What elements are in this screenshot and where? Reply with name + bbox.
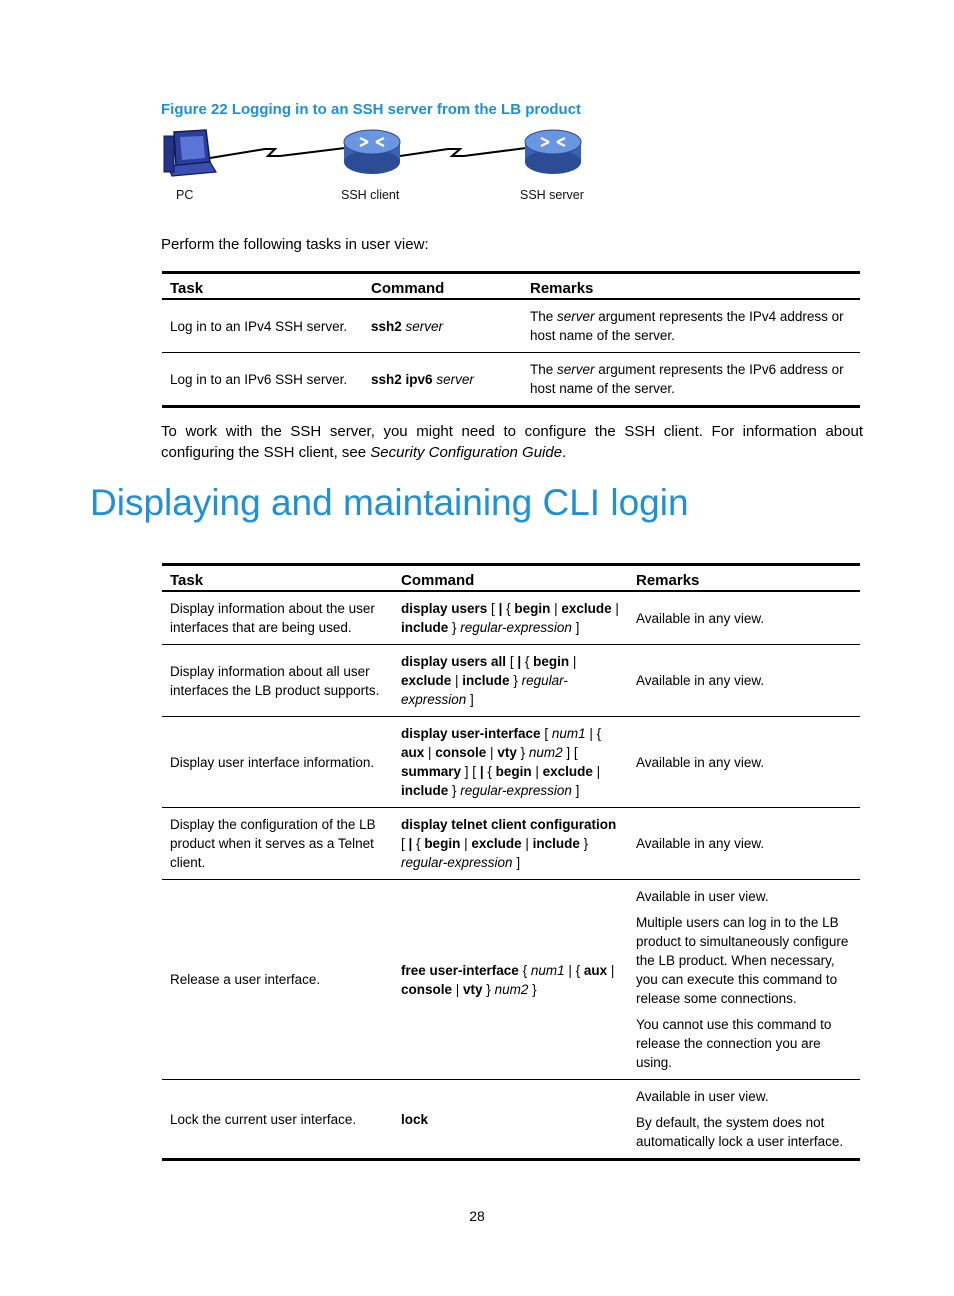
label-pc: PC: [176, 188, 194, 202]
remarks-cell: Available in any view.: [636, 610, 765, 626]
remarks-cell: The server argument represents the IPv6 address or host name of the server.: [522, 353, 860, 407]
remarks-cell: The server argument represents the IPv4 address or host name of the server.: [530, 309, 844, 343]
table-row: [162, 299, 860, 353]
task-cell: Log in to an IPv6 SSH server.: [162, 353, 363, 407]
task-cell: Lock the current user interface.: [162, 1080, 393, 1160]
command-cell: display users [ | { begin | exclude | include } regular-expression ]: [401, 601, 619, 635]
router-icon-ssh-client: [344, 130, 400, 174]
label-ssh-server: SSH server: [520, 188, 584, 202]
table-row: [162, 645, 860, 717]
task-cell: Display information about all user interfaces the LB product supports.: [162, 645, 393, 717]
col-header-task: Task: [170, 280, 204, 297]
pc-icon: [164, 130, 216, 176]
table-row: [162, 717, 860, 808]
task-cell: Display user interface information.: [162, 717, 393, 808]
task-cell: Display information about the user interfaces that are being used.: [170, 601, 375, 635]
label-ssh-client: SSH client: [341, 188, 400, 202]
command-cell: display telnet client configuration [ | { begin | exclude | include } regular-expression ]: [393, 808, 628, 880]
link-client-server: [400, 148, 526, 156]
col-header-task: Task: [170, 572, 204, 589]
remarks-cell: [628, 1080, 860, 1160]
command-cell: free user-interface { num1 | { aux | console | vty } num2 }: [393, 880, 628, 1080]
table-row: [162, 880, 860, 1080]
ssh-login-table: [162, 271, 860, 408]
figure-caption: Figure 22 Logging in to an SSH server from the LB product: [161, 101, 582, 118]
task-cell: Display the configuration of the LB product when it serves as a Telnet client.: [162, 808, 393, 880]
router-icon-ssh-server: [525, 130, 581, 174]
section-heading: Displaying and maintaining CLI login: [90, 482, 689, 523]
col-header-remarks: Remarks: [530, 280, 594, 297]
guide-reference: Security Configuration Guide: [370, 444, 563, 461]
table-row: [162, 1080, 860, 1160]
remarks-cell: [628, 880, 860, 1080]
remarks-cell: Available in any view.: [628, 717, 860, 808]
command-cell: lock: [393, 1080, 628, 1160]
link-pc-client: [210, 148, 345, 158]
remarks-cell: Available in any view.: [628, 808, 860, 880]
command-cell: ssh2 ipv6 server: [363, 353, 522, 407]
remark-paragraph: Available in user view.: [636, 1089, 769, 1104]
table-row: [162, 353, 860, 407]
table-row: [162, 808, 860, 880]
table-row: [162, 591, 860, 645]
col-header-remarks: Remarks: [636, 572, 700, 589]
col-header-command: Command: [371, 280, 445, 297]
network-diagram: [160, 128, 600, 188]
intro-text: Perform the following tasks in user view:: [161, 236, 429, 253]
command-cell: display user-interface [ num1 | { aux | console | vty } num2 ] [ summary ] [ | { begin | exclude | include } regular-expression ]: [393, 717, 628, 808]
table-header-row: [162, 273, 860, 300]
page-number: 28: [469, 1208, 485, 1224]
command-cell: display users all [ | { begin | exclude | include } regular-expression ]: [393, 645, 628, 717]
remark-paragraph: Multiple users can log in to the LB product to simultaneously configure the LB product. When necessary, you can execute this command to release some connections.: [636, 915, 849, 1006]
task-cell: Release a user interface.: [162, 880, 393, 1080]
remarks-cell: Available in any view.: [628, 645, 860, 717]
remark-paragraph: Available in user view.: [636, 889, 769, 904]
display-maintain-table: [162, 563, 860, 1161]
remark-paragraph: By default, the system does not automatically lock a user interface.: [636, 1115, 844, 1149]
ssh-client-note: To work with the SSH server, you might need to configure the SSH client. For information about configuring the SSH client, see Security Configuration Guide.: [161, 423, 863, 461]
task-cell: Log in to an IPv4 SSH server.: [170, 318, 348, 334]
table-header-row: [162, 565, 860, 592]
command-cell: ssh2 server: [371, 318, 444, 334]
remark-paragraph: You cannot use this command to release the connection you are using.: [636, 1017, 832, 1070]
col-header-command: Command: [401, 572, 475, 589]
